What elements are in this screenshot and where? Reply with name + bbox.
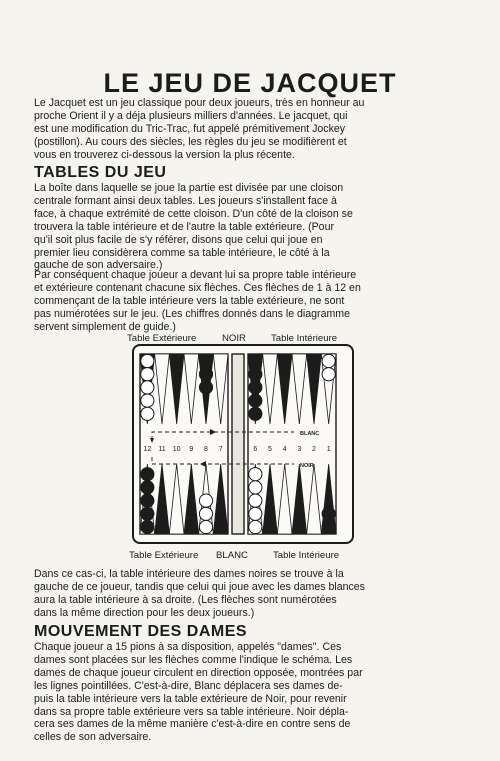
white-checker <box>141 381 154 394</box>
text-line: face, à chaque extrémité de cette cloison. D'un côté de la cloison se <box>34 207 353 220</box>
point-arrow <box>307 354 322 424</box>
white-checker <box>322 354 335 367</box>
text-line: dans la même direction pour les deux joueurs.) <box>34 606 255 619</box>
black-checker <box>141 507 154 520</box>
mouvement-paragraph <box>34 641 468 744</box>
text-line: gauche de son adversaire.) <box>34 259 163 272</box>
inner-table-frame <box>248 354 336 534</box>
point-number: 6 <box>253 446 258 453</box>
point-arrow <box>277 354 292 424</box>
point-arrow <box>169 354 184 424</box>
point-arrow <box>213 464 228 534</box>
point-arrow <box>263 354 278 424</box>
white-movement-path <box>152 432 294 440</box>
point-arrow <box>184 464 199 534</box>
point-number: 10 <box>172 446 181 453</box>
label-bottom-right: Table Intérieure <box>273 550 340 561</box>
point-number: 5 <box>268 446 272 453</box>
black-checker <box>199 381 212 394</box>
label-blanc: BLANC <box>216 550 248 561</box>
text-line: Le Jacquet est un jeu classique pour deux joueurs, très en honneur au <box>34 97 365 109</box>
point-arrow <box>155 464 170 534</box>
white-checker <box>141 407 154 420</box>
label-noir: NOIR <box>222 333 246 344</box>
noir-path-label: NOIR <box>300 463 314 469</box>
text-line: celles de son adversaire. <box>34 731 152 744</box>
white-checker <box>141 394 154 407</box>
arrow-head <box>150 438 154 443</box>
black-checker <box>322 507 335 520</box>
point-number: 1 <box>326 446 331 453</box>
black-checker <box>199 368 212 381</box>
text-line: La boîte dans laquelle se joue la partie est divisée par une cloison <box>34 182 344 194</box>
point-number: 3 <box>297 446 302 453</box>
text-line: est une modification du Tric-Trac, fut appelé prémitivement Jockey <box>34 122 346 135</box>
white-checker <box>249 520 262 533</box>
text-line: cera ses dames de la même manière c'est-à-dire en contre sens de <box>34 718 351 731</box>
text-line: premier lieu considèrera comme sa table intérieure, le côté à la <box>34 246 330 259</box>
black-checker <box>141 494 154 507</box>
white-checker <box>141 368 154 381</box>
tables-paragraph-2 <box>34 269 468 334</box>
text-line: vous en trouverez ci-dessous la version la plus récente. <box>34 148 295 161</box>
page-title: LE JEU DE JACQUET <box>103 68 397 98</box>
point-arrow <box>292 354 307 424</box>
white-checker <box>199 494 212 507</box>
text-line: et extérieure contenant chacune six flèches. Ces flèches de 1 à 12 en <box>34 281 361 294</box>
text-line: les lignes pointillées. C'est-à-dire, Blanc déplacera ses dames de- <box>34 679 343 692</box>
diagram-explanation-paragraph <box>34 568 468 620</box>
point-number: 2 <box>312 446 316 453</box>
text-line: dames de chaque joueur circulent en direction opposée, montrées par <box>34 666 363 679</box>
text-line: commençant de la table intérieure vers la table extérieure, ne sont <box>34 294 345 307</box>
text-line: (postillon). Au cours des siècles, les règles du jeu se modifièrent et <box>34 135 347 148</box>
text-line: proche Orient il y a déja plusieurs milliers d'années. Le jacquet, qui <box>34 109 348 122</box>
white-checker <box>249 481 262 494</box>
point-number: 12 <box>143 446 152 453</box>
black-checker <box>249 368 262 381</box>
intro-paragraph <box>34 97 468 162</box>
text-line: dames sont placées sur les flèches comme l'indique le schéma. Les <box>34 653 353 666</box>
outer-table-frame <box>140 354 228 534</box>
label-top-left: Table Extérieure <box>127 333 197 344</box>
white-checker <box>199 520 212 533</box>
black-checker <box>249 394 262 407</box>
central-bar <box>232 354 244 534</box>
text-line: qu'il soit plus facile de s'y référer, disons que celui qui joue en <box>34 233 323 246</box>
text-line: aura la table intérieure à sa droite. (Les flèches sont numérotées <box>34 593 337 606</box>
point-arrow <box>263 464 278 534</box>
blanc-path-label: BLANC <box>300 431 320 437</box>
text-line: gauche de ce joueur, tandis que celui qui joue avec les dames blances <box>34 580 365 593</box>
point-number: 11 <box>158 446 166 453</box>
point-arrow <box>292 464 307 534</box>
point-arrow <box>169 464 184 534</box>
point-number: 4 <box>282 446 287 453</box>
board-drawing <box>134 346 352 542</box>
point-number: 7 <box>218 446 223 453</box>
text-line: Par conséquent chaque joueur a devant lui sa propre table intérieure <box>34 269 357 281</box>
tables-paragraph-1 <box>34 182 468 272</box>
text-line: servent simplement de guide.) <box>34 320 176 333</box>
black-checker <box>199 354 212 367</box>
arrow-head <box>200 461 206 467</box>
black-movement-path <box>152 457 294 464</box>
black-checker <box>141 520 154 533</box>
black-checker <box>141 468 154 481</box>
label-top-right: Table Intérieure <box>271 333 338 344</box>
text-line: dans sa propre table extérieure vers sa table intérieure. Noir dépla- <box>34 705 349 718</box>
white-checker <box>249 507 262 520</box>
point-number: 8 <box>204 446 208 453</box>
black-checker <box>249 407 262 420</box>
black-checker <box>322 520 335 533</box>
point-arrow <box>155 354 170 424</box>
point-arrow <box>213 354 228 424</box>
black-checker <box>141 481 154 494</box>
white-checker <box>249 494 262 507</box>
black-checker <box>249 381 262 394</box>
text-line: Chaque joueur a 15 pions à sa disposition, appelés "dames". Ces <box>34 641 342 653</box>
backgammon-board-diagram <box>132 344 354 544</box>
arrow-head <box>210 429 216 435</box>
white-checker <box>322 368 335 381</box>
label-bottom-left: Table Extérieure <box>129 550 199 561</box>
text-line: trouvera la table intérieure et de l'autre la table extérieure. (Pour <box>34 220 334 233</box>
point-number: 9 <box>189 446 194 453</box>
text-line: puis la table intérieure vers la table extérieure de Noir, pour revenir <box>34 692 347 705</box>
point-arrow <box>277 464 292 534</box>
white-checker <box>199 507 212 520</box>
text-line: centrale formant ainsi deux tables. Les joueurs s'installent face à <box>34 194 337 207</box>
text-line: pas numérotées sur le jeu. (Les chiffres donnés dans le diagramme <box>34 307 351 320</box>
point-arrow <box>184 354 199 424</box>
section-heading-tables: TABLES DU JEU <box>34 164 167 181</box>
white-checker <box>141 354 154 367</box>
text-line: Dans ce cas-ci, la table intérieure des dames noires se trouve à la <box>34 568 344 580</box>
white-checker <box>249 468 262 481</box>
black-checker <box>249 354 262 367</box>
section-heading-mouvement: MOUVEMENT DES DAMES <box>34 623 248 640</box>
point-arrow <box>307 464 322 534</box>
